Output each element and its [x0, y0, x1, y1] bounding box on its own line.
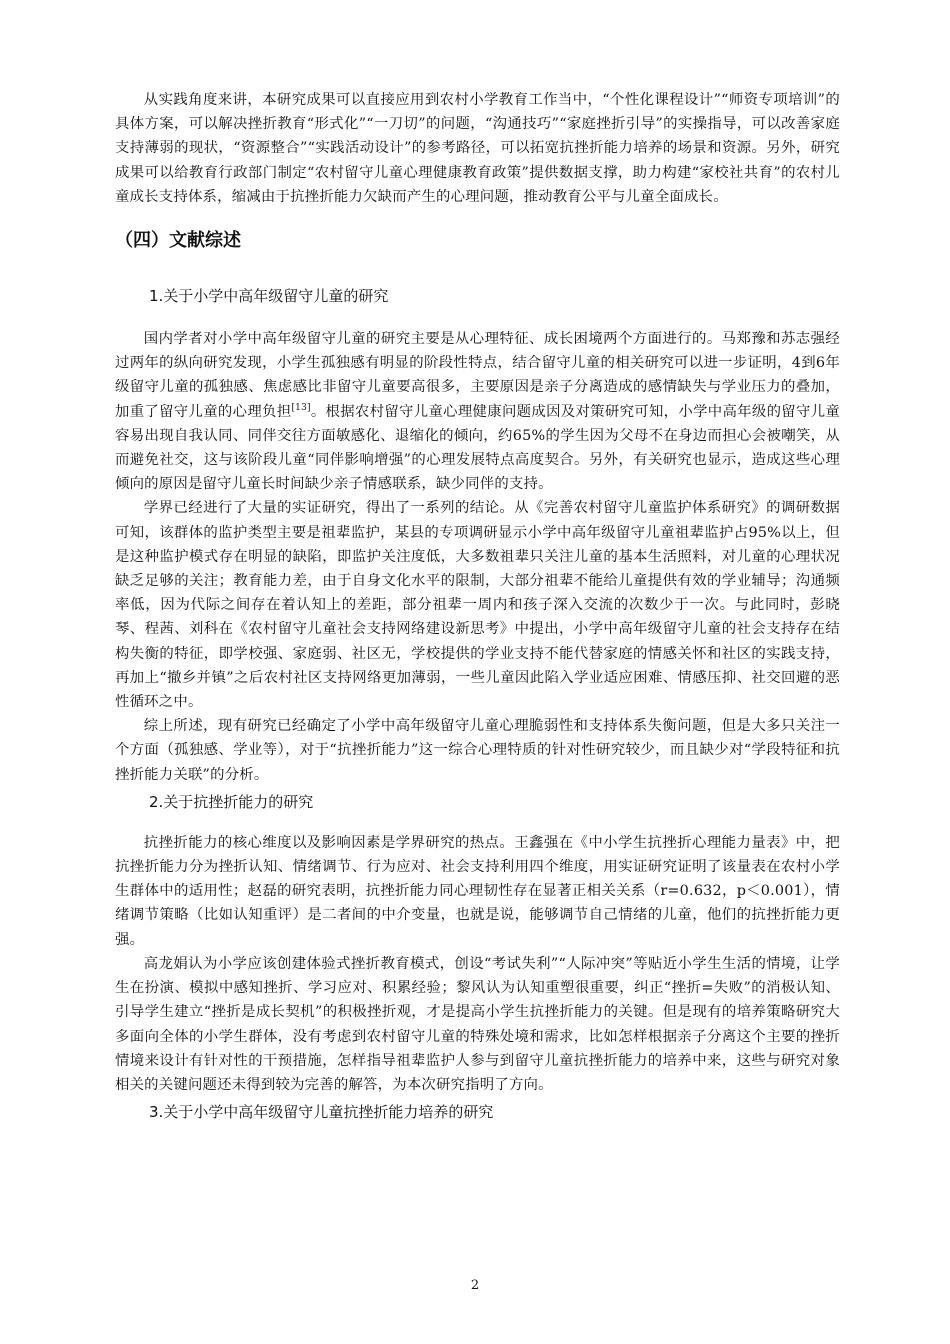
paragraph-summary: 综上所述，现有研究已经确定了小学中高年级留守儿童心理脆弱性和支持体系失衡问题，但是大多只关注一个方面（孤独感、学业等），对于“抗挫折能力”这一综合心理特质的针对性研究较少，而且缺少对“学段特征和抗挫折能力关联”的分析。 [115, 718, 840, 783]
page-body [115, 88, 840, 1125]
paragraph-text: 国内学者对小学中高年级留守儿童的研究主要是从心理特征、成长困境两个方面进行的。马郑豫和苏志强经过两年的纵向研究发现，小学生孤独感有明显的阶段性特点，结合留守儿童的相关研究可以进一步证明，4到6年级留守儿童的孤独感、焦虑感比非留守儿童要高很多，主要原因是亲子分离造成的感情缺失与学业压力的叠加，加重了留守儿童的心理负担 [115, 331, 840, 420]
paragraph-training-strategies: 高龙娟认为小学应该创建体验式挫折教育模式，创设“考试失利”“人际冲突”等贴近小学生生活的情境，让学生在扮演、模拟中感知挫折、学习应对、积累经验；黎风认为认知重塑很重要，纠正“挫折=失败”的消极认知、引导学生建立“挫折是成长契机”的积极挫折观，才是提高小学生抗挫折能力的关键。但是现有的培养策略研究大多面向全体的小学生群体，没有考虑到农村留守儿童的特殊处境和需求，比如怎样根据亲子分离这个主要的挫折情境来设计有针对性的干预措施，怎样指导祖辈监护人参与到留守儿童抗挫折能力的培养中来，这些与研究对象相关的关键问题还未得到较为完善的解答，为本次研究指明了方向。 [115, 955, 840, 1093]
page-number: 2 [470, 1278, 480, 1293]
citation-ref: [13] [291, 402, 311, 413]
subheading-left-behind-children: 1.关于小学中高年级留守儿童的研究 [149, 287, 389, 306]
paragraph-text: 。根据农村留守儿童心理健康问题成因及对策研究可知，小学中高年级的留守儿童容易出现自我认同、同伴交往方面敏感化、退缩化的倾向，约65%的学生因为父母不在身边而担心会被嘲笑，从而避免社交，这与该阶段儿童“同伴影响增强”的心理发展特点高度契合。另外，有关研究也显示，造成这些心理倾向的原因是留守儿童长时间缺少亲子情感联系，缺少同伴的支持。 [115, 403, 841, 493]
paragraph-practical-significance: 从实践角度来讲，本研究成果可以直接应用到农村小学教育工作当中，“个性化课程设计”“师资专项培训”的具体方案，可以解决挫折教育“形式化”“一刀切”的问题，“沟通技巧”“家庭挫折引导”的实操指导，可以改善家庭支持薄弱的现状，“资源整合”“实践活动设计”的参考路径，可以拓宽抗挫折能力培养的场景和资源。另外，研究成果可以给教育行政部门制定“农村留守儿童心理健康教育政策”提供数据支撑，助力构建“家校社共育”的农村儿童成长支持体系，缩减由于抗挫折能力欠缺而产生的心理问题，推动教育公平与儿童全面成长。 [115, 92, 840, 205]
paragraph-resilience-dimensions: 抗挫折能力的核心维度以及影响因素是学界研究的热点。王鑫强在《中小学生抗挫折心理能力量表》中，把抗挫折能力分为挫折认知、情绪调节、行为应对、社会支持利用四个维度，用实证研究证明了该量表在农村小学生群体中的适用性；赵磊的研究表明，抗挫折能力同心理韧性存在显著正相关关系（r=0.632，p＜0.001），情绪调节策略（比如认知重评）是二者间的中介变量，也就是说，能够调节自己情绪的儿童，他们的抗挫折能力更强。 [115, 834, 840, 948]
subheading-frustration-resilience: 2.关于抗挫折能力的研究 [149, 792, 314, 811]
section-heading-literature-review: （四）文献综述 [115, 230, 241, 252]
paragraph-domestic-research [115, 327, 840, 496]
subheading-resilience-training: 3.关于小学中高年级留守儿童抗挫折能力培养的研究 [149, 1103, 494, 1122]
paragraph-empirical-research: 学界已经进行了大量的实证研究，得出了一系列的结论。从《完善农村留守儿童监护体系研究》的调研数据可知，该群体的监护类型主要是祖辈监护，某县的专项调研显示小学中高年级留守儿童祖辈监护占95%以上，但是这种监护模式存在明显的缺陷，即监护关注度低，大多数祖辈只关注儿童的基本生活照料，对儿童的心理状况缺乏足够的关注；教育能力差，由于自身文化水平的限制，大部分祖辈不能给儿童提供有效的学业辅导；沟通频率低，因为代际之间存在着认知上的差距，部分祖辈一周内和孩子深入交流的次数少于一次。与此同时，彭晓琴、程茜、刘科在《农村留守儿童社会支持网络建设新思考》中提出，小学中高年级留守儿童的社会支持存在结构失衡的特征，即学校强、家庭弱、社区无，学校提供的学业支持不能代替家庭的情感关怀和社区的实践支持，再加上“撤乡并镇”之后农村社区支持网络更加薄弱，一些儿童因此陷入学业适应困难、情感压抑、社交回避的恶性循环之中。 [115, 500, 840, 711]
